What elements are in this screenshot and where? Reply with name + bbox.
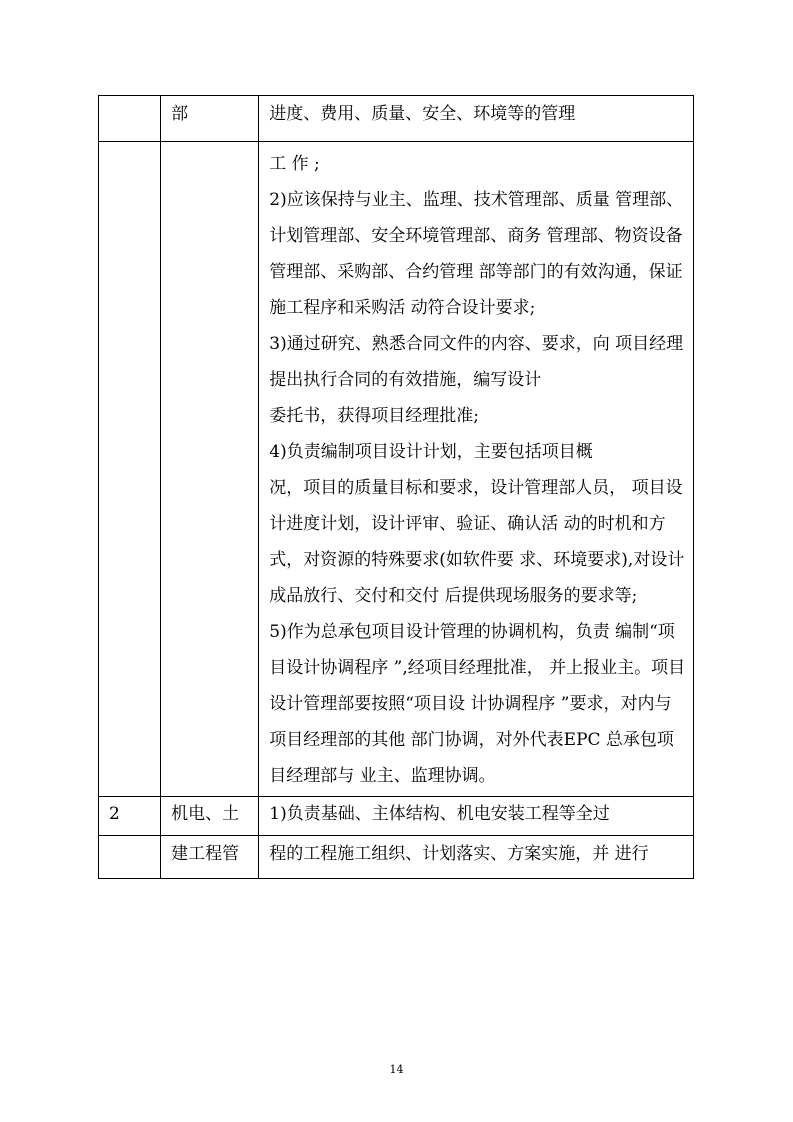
duty-paragraph: 况，项目的质量目标和要求，设计管理部人员， 项目设计进度计划，设计评审、验证、确认活 动的时机和方式，对资源的特殊要求(如软件要 求、环境要求),对设计成品放行、交付和交付 后提供现场服务的要求等; xyxy=(269,478,685,606)
responsibility-table xyxy=(98,95,694,879)
table-cell-duties: 进度、费用、质量、安全、环境等的管理 xyxy=(259,96,694,142)
duty-paragraph: 委托书，获得项目经理批准; xyxy=(269,406,479,426)
table-cell-department: 部 xyxy=(161,96,259,142)
table-cell-department: 机电、土 xyxy=(161,797,259,836)
table-row xyxy=(99,96,694,142)
table-cell-index: 2 xyxy=(99,797,161,836)
table-cell-department: 建工程管 xyxy=(161,836,259,879)
table-cell-duties: 程的工程施工组织、计划落实、方案实施，并 进行 xyxy=(259,836,694,879)
table-cell-index xyxy=(99,96,161,142)
table-cell-department xyxy=(161,142,259,797)
table-row xyxy=(99,142,694,797)
duty-paragraph: 4)负责编制项目设计计划，主要包括项目概 xyxy=(269,442,593,462)
duty-paragraph: 5)作为总承包项目设计管理的协调机构，负责 编制“项目设计协调程序 ”,经项目经理批准， 并上报业主。项目设计管理部要按照“项目设 计协调程序 ”要求，对内与项目经理部的其他 部门协调，对外代表EPC 总承包项目经理部与 业主、监理协调。 xyxy=(269,622,686,786)
table-cell-duties xyxy=(259,142,694,797)
table-row xyxy=(99,797,694,836)
table-row xyxy=(99,836,694,879)
duty-paragraph: 2)应该保持与业主、监理、技术管理部、质量 管理部、计划管理部、安全环境管理部、商务 管理部、物资设备管理部、采购部、合约管理 部等部门的有效沟通，保证施工程序和采购活 动符合设计要求; xyxy=(269,190,684,318)
table-cell-index xyxy=(99,836,161,879)
duties-list xyxy=(259,142,693,796)
duty-paragraph: 工 作 ; xyxy=(269,154,320,174)
table-cell-index xyxy=(99,142,161,797)
table-cell-duties: 1)负责基础、主体结构、机电安装工程等全过 xyxy=(259,797,694,836)
duty-paragraph: 3)通过研究、熟悉合同文件的内容、要求，向 项目经理提出执行合同的有效措施，编写设计 xyxy=(269,334,684,390)
page-number: 14 xyxy=(389,1063,404,1076)
